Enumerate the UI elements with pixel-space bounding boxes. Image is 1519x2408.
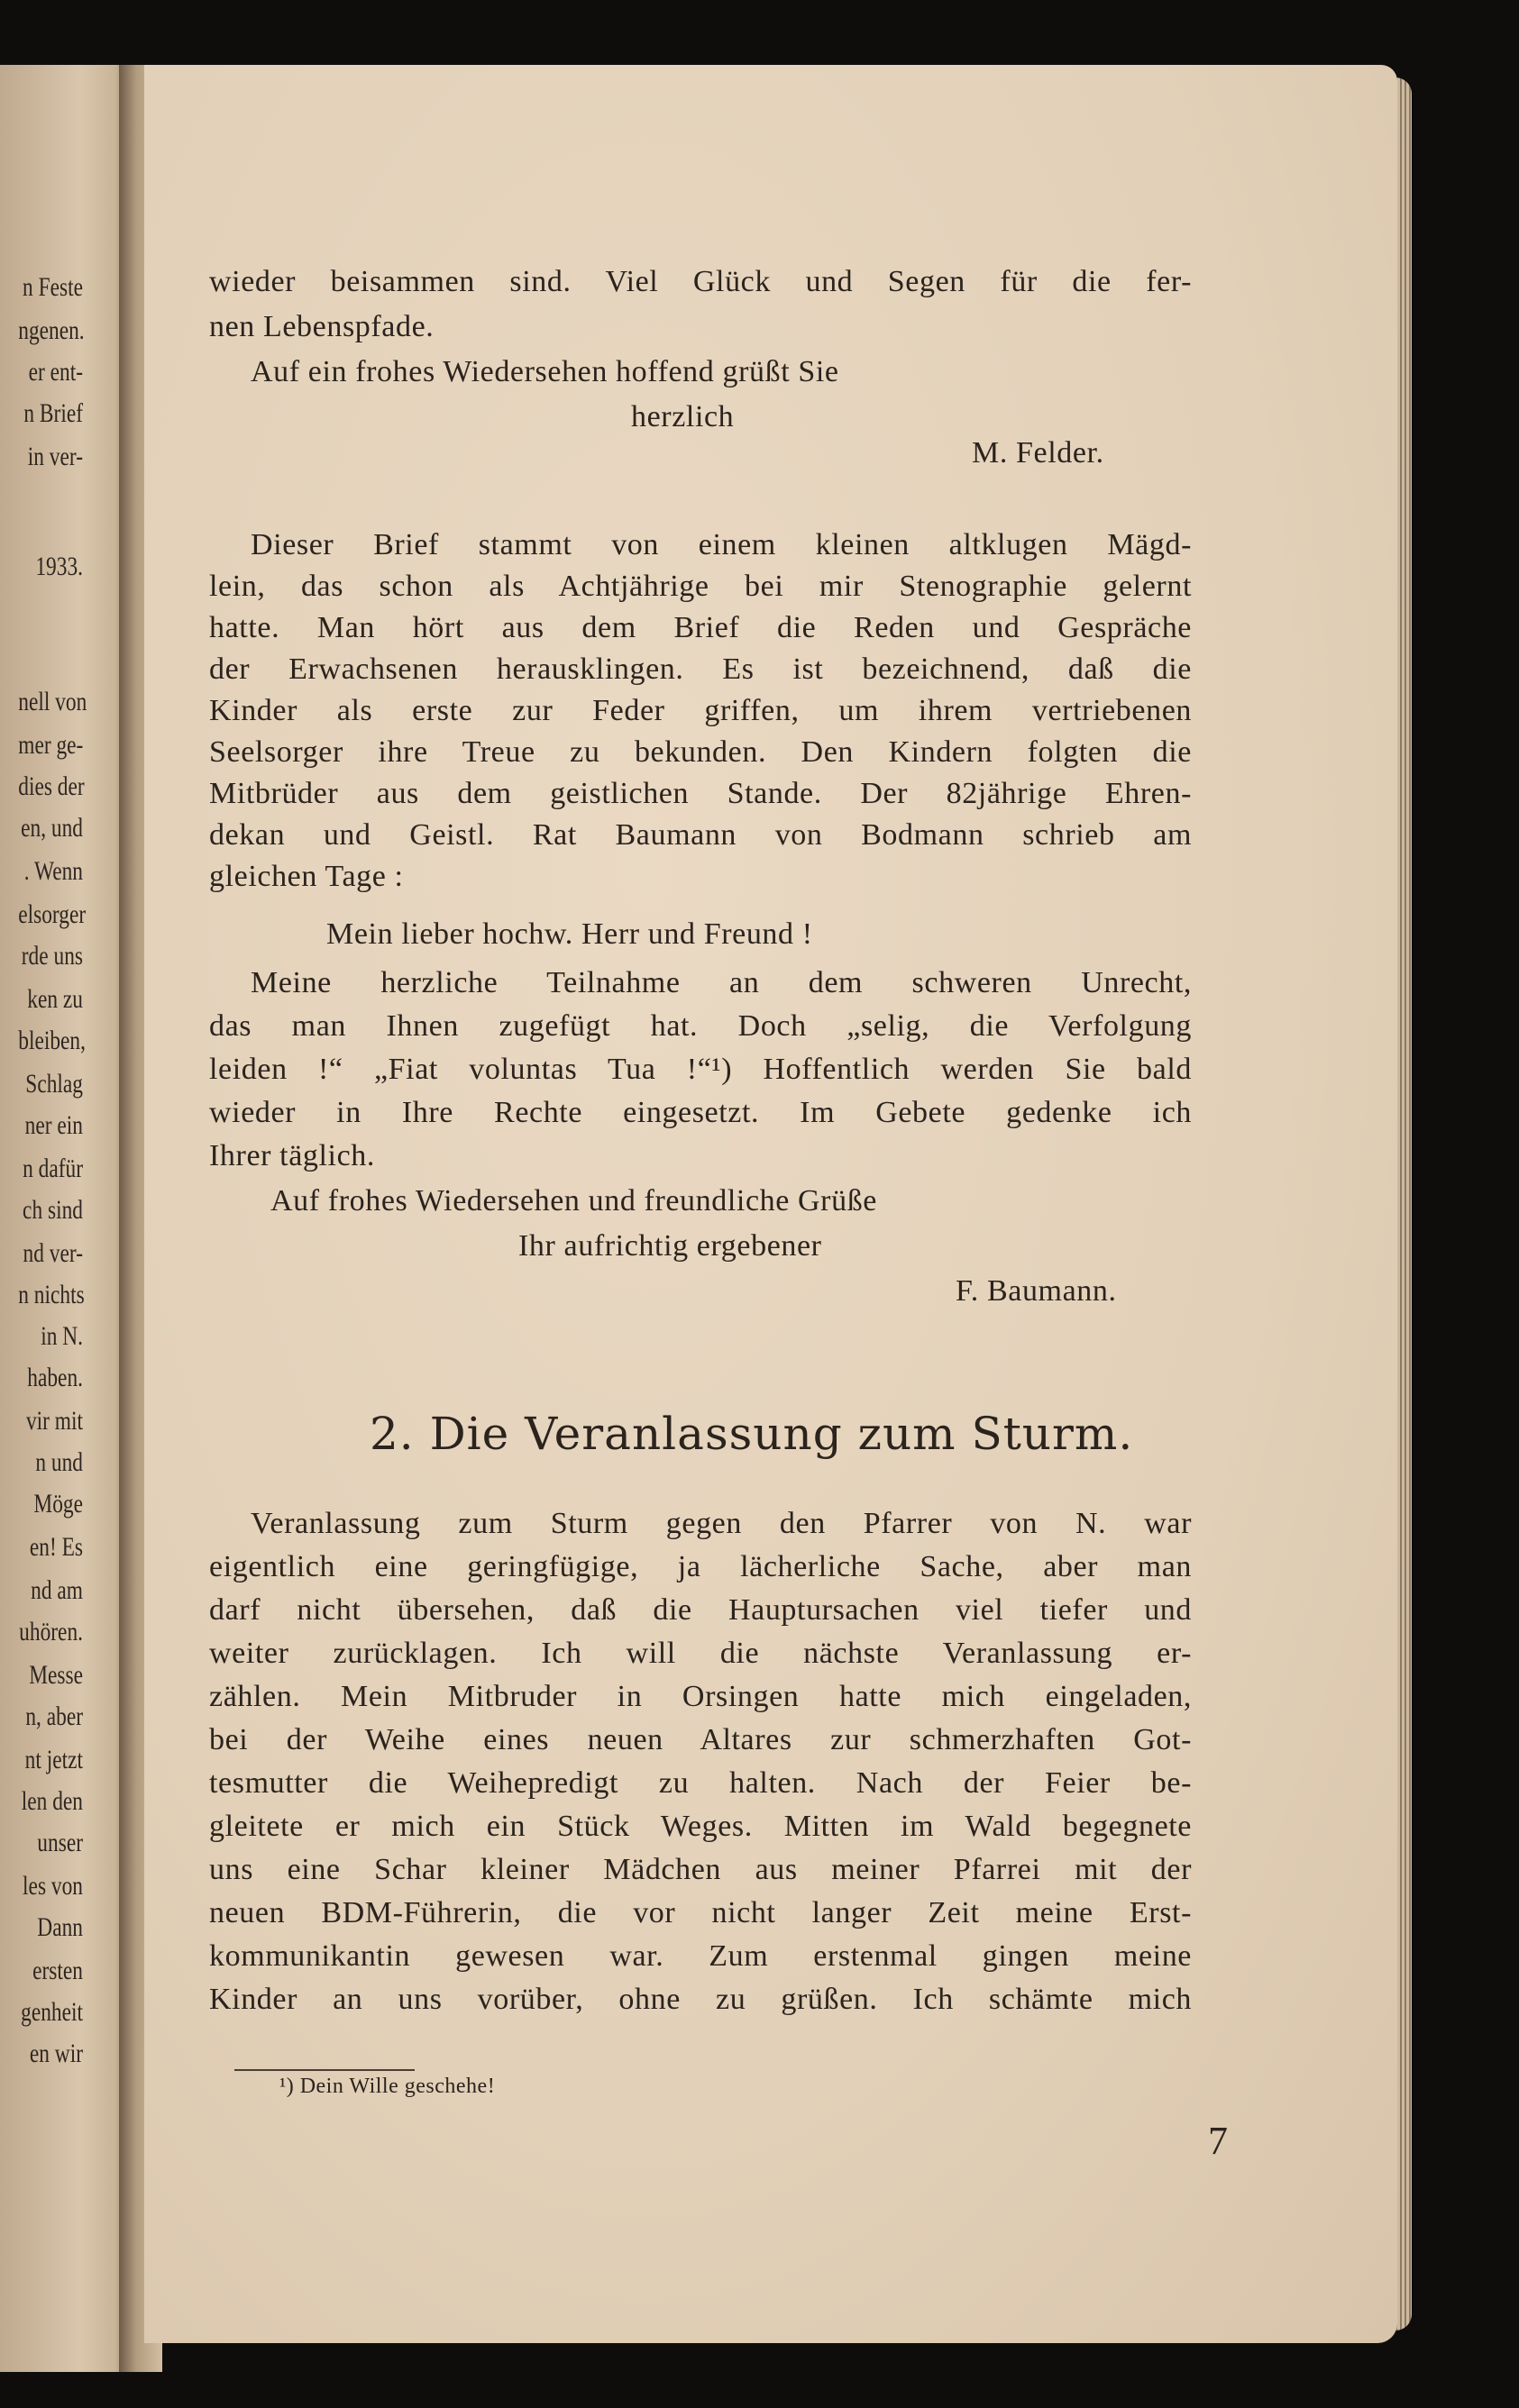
text-line: Kinder als erste zur Feder griffen, um ihrem vertriebenen xyxy=(209,694,1192,727)
text-line: weiter zurücklagen. Ich will die nächste Veranlassung er- xyxy=(209,1637,1192,1670)
text-line: eigentlich eine geringfügige, ja lächerliche Sache, aber man xyxy=(209,1550,1192,1583)
text-line: Ihrer täglich. xyxy=(209,1139,375,1172)
previous-page-line: n Brief xyxy=(23,398,84,428)
letter2-closing: Ihr aufrichtig ergebener xyxy=(518,1229,822,1263)
previous-page-line: genheit xyxy=(21,1997,83,2027)
previous-page-line: en wir xyxy=(29,2039,83,2068)
previous-page-line: in ver- xyxy=(27,442,84,471)
previous-page-line: ngenen. xyxy=(18,315,85,345)
previous-page-line: n dafür xyxy=(23,1154,83,1183)
text-line: das man Ihnen zugefügt hat. Doch „selig, die Verfolgung xyxy=(209,1009,1192,1043)
previous-page xyxy=(0,65,135,2372)
text-line: Mitbrüder aus dem geistlichen Stande. Der 82jährige Ehren- xyxy=(209,777,1192,810)
previous-page-line: ner ein xyxy=(24,1110,84,1140)
text-line: Veranlassung zum Sturm gegen den Pfarrer von N. war xyxy=(251,1507,1192,1540)
book-page xyxy=(144,65,1397,2343)
previous-page-line: ersten xyxy=(32,1956,83,1985)
text-line: leiden !“ „Fiat voluntas Tua !“¹) Hoffentlich werden Sie bald xyxy=(209,1053,1192,1086)
previous-page-line: nell von xyxy=(18,687,87,716)
previous-page-line: er ent- xyxy=(28,357,83,387)
previous-page-line: Messe xyxy=(29,1660,83,1690)
previous-page-line: mer ge- xyxy=(18,730,84,760)
text-line: dekan und Geistl. Rat Baumann von Bodmann schrieb am xyxy=(209,818,1192,852)
text-line: tesmutter die Weihepredigt zu halten. Nach der Feier be- xyxy=(209,1766,1192,1800)
previous-page-line: n, aber xyxy=(25,1701,83,1731)
text-line: Meine herzliche Teilnahme an dem schweren Unrecht, xyxy=(251,966,1192,999)
letter1-line: nen Lebenspfade. xyxy=(209,310,435,343)
text-line: uns eine Schar kleiner Mädchen aus meiner Pfarrei mit der xyxy=(209,1853,1192,1886)
letter2-signature: F. Baumann. xyxy=(956,1274,1117,1308)
previous-page-line: ken zu xyxy=(27,984,83,1014)
previous-page-line: en! Es xyxy=(29,1532,83,1562)
section-heading: 2. Die Veranlassung zum Sturm. xyxy=(370,1408,1134,1460)
text-line: zählen. Mein Mitbruder in Orsingen hatte mich eingeladen, xyxy=(209,1680,1192,1713)
text-line: kommunikantin gewesen war. Zum erstenmal gingen meine xyxy=(209,1939,1192,1973)
previous-page-line: 1933. xyxy=(35,552,83,581)
letter1-line: wieder beisammen sind. Viel Glück und Segen für die fer- xyxy=(209,265,1192,298)
previous-page-line: haben. xyxy=(27,1363,83,1392)
page-number: 7 xyxy=(1208,2119,1228,2163)
text-line: Dieser Brief stammt von einem kleinen altklugen Mägd- xyxy=(251,528,1192,561)
text-line: neuen BDM-Führerin, die vor nicht langer Zeit meine Erst- xyxy=(209,1896,1192,1929)
text-line: darf nicht übersehen, daß die Hauptursachen viel tiefer und xyxy=(209,1593,1192,1627)
previous-page-line: dies der xyxy=(18,771,85,801)
text-line: bei der Weihe eines neuen Altares zur schmerzhaften Got- xyxy=(209,1723,1192,1756)
previous-page-line: unser xyxy=(37,1828,83,1857)
previous-page-line: Möge xyxy=(33,1489,83,1519)
previous-page-line: n und xyxy=(35,1447,83,1477)
previous-page-line: elsorger xyxy=(18,899,87,929)
text-line: Kinder an uns vorüber, ohne zu grüßen. Ich schämte mich xyxy=(209,1983,1192,2016)
text-line: der Erwachsenen herausklingen. Es ist bezeichnend, daß die xyxy=(209,652,1192,686)
previous-page-line: Dann xyxy=(37,1912,83,1942)
previous-page-line: nt jetzt xyxy=(24,1745,83,1774)
previous-page-line: nd am xyxy=(31,1575,83,1605)
previous-page-line: uhören. xyxy=(19,1617,83,1646)
letter1-closing: herzlich xyxy=(631,400,735,433)
text-line: wieder in Ihre Rechte eingesetzt. Im Gebete gedenke ich xyxy=(209,1096,1192,1129)
previous-page-line: les von xyxy=(23,1871,83,1901)
previous-page-line: vir mit xyxy=(25,1406,83,1436)
previous-page-line: n nichts xyxy=(18,1280,85,1309)
previous-page-line: Schlag xyxy=(25,1069,84,1099)
text-line: hatte. Man hört aus dem Brief die Reden und Gespräche xyxy=(209,611,1192,644)
footnote-rule xyxy=(234,2069,415,2071)
previous-page-line: . Wenn xyxy=(23,856,83,886)
footnote: ¹) Dein Wille geschehe! xyxy=(279,2075,496,2098)
text-line: lein, das schon als Achtjährige bei mir Stenographie gelernt xyxy=(209,570,1192,603)
letter1-greeting: Auf ein frohes Wiedersehen hoffend grüßt Sie xyxy=(251,355,839,388)
previous-page-line: en, und xyxy=(21,813,84,843)
previous-page-line: ch sind xyxy=(23,1195,83,1225)
previous-page-line: bleiben, xyxy=(18,1026,86,1055)
previous-page-line: len den xyxy=(21,1786,83,1816)
text-line: gleitete er mich ein Stück Weges. Mitten im Wald begegnete xyxy=(209,1810,1192,1843)
previous-page-line: n Feste xyxy=(23,272,83,302)
previous-page-line: in N. xyxy=(41,1321,83,1351)
previous-page-line: rde uns xyxy=(21,941,84,971)
letter1-signature: M. Felder. xyxy=(972,436,1104,470)
previous-page-line: nd ver- xyxy=(23,1238,84,1268)
letter2-greeting: Auf frohes Wiedersehen und freundliche Grüße xyxy=(270,1184,877,1218)
text-line: gleichen Tage : xyxy=(209,860,404,893)
letter2-salutation: Mein lieber hochw. Herr und Freund ! xyxy=(326,917,813,951)
text-line: Seelsorger ihre Treue zu bekunden. Den Kindern folgten die xyxy=(209,735,1192,769)
